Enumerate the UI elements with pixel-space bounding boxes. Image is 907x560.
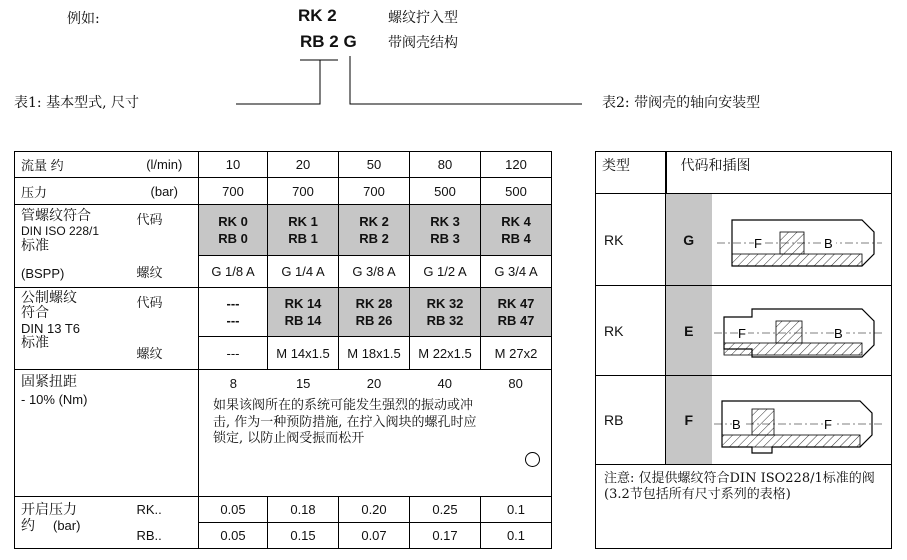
thread-label: 螺纹 bbox=[131, 337, 199, 370]
opening-rb-value: 0.1 bbox=[481, 523, 552, 549]
table2-note: 注意: 仅提供螺纹符合DIN ISO228/1标准的阀 (3.2节包括所有尺寸系列的表格) bbox=[596, 465, 892, 549]
pressure-unit: (bar) bbox=[131, 178, 199, 205]
opening-rb-value: 0.17 bbox=[410, 523, 481, 549]
table2-row-e bbox=[596, 286, 892, 376]
torque-value: 20 bbox=[366, 375, 382, 391]
code-label: 代码 bbox=[131, 205, 199, 256]
torque-cell bbox=[199, 370, 552, 497]
label-f: F bbox=[737, 326, 746, 341]
metric-code-cell: RK 28 RB 26 bbox=[339, 288, 410, 337]
metric-code-cell: RK 32 RB 32 bbox=[410, 288, 481, 337]
opening-rb-value: 0.15 bbox=[268, 523, 339, 549]
example-label: 例如: bbox=[67, 11, 100, 27]
metric-thread-value: M 27x2 bbox=[481, 337, 552, 370]
metric-code-cell: RK 14 RB 14 bbox=[268, 288, 339, 337]
flow-value: 20 bbox=[268, 152, 339, 178]
pipe-code-cell: RK 0 RB 0 bbox=[199, 205, 268, 256]
pressure-row bbox=[15, 178, 552, 205]
example-code-rk: RK 2 bbox=[298, 6, 337, 25]
metric-thread-value: M 22x1.5 bbox=[410, 337, 481, 370]
table2-row-g bbox=[596, 194, 892, 286]
label-f: F bbox=[753, 236, 762, 251]
pipe-thread-value: G 3/4 A bbox=[481, 256, 552, 288]
rk-label: RK.. bbox=[131, 497, 199, 523]
thread-label: 螺纹 bbox=[131, 256, 199, 288]
metric-code-row bbox=[15, 288, 552, 337]
code-cell: F bbox=[666, 376, 712, 465]
type-header: 类型 bbox=[596, 152, 666, 194]
rb-label: RB.. bbox=[131, 523, 199, 549]
torque-value: 15 bbox=[295, 375, 311, 391]
table2-note-row bbox=[596, 465, 892, 549]
pipe-thread-label: 管螺纹符合 DIN ISO 228/1 标准 (BSPP) bbox=[15, 205, 131, 288]
pipe-thread-value: G 1/4 A bbox=[268, 256, 339, 288]
code-header: 代码和插图 bbox=[666, 152, 892, 194]
drawing-cell bbox=[712, 194, 892, 286]
pressure-value: 700 bbox=[199, 178, 268, 205]
pressure-value: 700 bbox=[268, 178, 339, 205]
circle-icon bbox=[525, 452, 540, 467]
pipe-thread-value: G 1/8 A bbox=[199, 256, 268, 288]
example-desc-housing: 带阀壳结构 bbox=[388, 35, 458, 51]
opening-rk-value: 0.25 bbox=[410, 497, 481, 523]
torque-label: 固紧扭距 - 10% (Nm) bbox=[15, 370, 199, 497]
opening-rb-value: 0.05 bbox=[199, 523, 268, 549]
torque-value: 8 bbox=[229, 375, 238, 391]
axial-install-table bbox=[595, 151, 892, 549]
opening-rk-value: 0.18 bbox=[268, 497, 339, 523]
opening-rk-value: 0.20 bbox=[339, 497, 410, 523]
table2-title: 表2: 带阀壳的轴向安装型 bbox=[602, 95, 761, 111]
flow-label: 流量 约 bbox=[15, 152, 131, 178]
type-cell: RK bbox=[596, 286, 666, 376]
code-cell: G bbox=[666, 194, 712, 286]
label-b: B bbox=[731, 416, 741, 432]
metric-thread-value: M 14x1.5 bbox=[268, 337, 339, 370]
table2-header-row bbox=[596, 152, 892, 194]
drawing-cell bbox=[712, 286, 892, 376]
torque-note: 如果该阀所在的系统可能发生强烈的振动或冲击, 作为一种预防措施, 在拧入阀块的螺孔时应锁定, 以防止阀受振而松开 bbox=[213, 398, 477, 446]
torque-row bbox=[15, 370, 552, 497]
flow-value: 120 bbox=[481, 152, 552, 178]
metric-thread-value: M 18x1.5 bbox=[339, 337, 410, 370]
flow-row bbox=[15, 152, 552, 178]
label-b: B bbox=[823, 236, 833, 251]
code-cell: E bbox=[666, 286, 712, 376]
metric-code-cell: --- --- bbox=[199, 288, 268, 337]
torque-value: 80 bbox=[508, 375, 523, 391]
type-cell: RK bbox=[596, 194, 666, 286]
pipe-code-row bbox=[15, 205, 552, 256]
callout-lines bbox=[0, 0, 907, 140]
table1-title: 表1: 基本型式, 尺寸 bbox=[14, 95, 139, 111]
torque-values bbox=[199, 370, 551, 396]
valve-drawing-e bbox=[712, 289, 882, 369]
opening-rk-value: 0.05 bbox=[199, 497, 268, 523]
valve-drawing-f bbox=[712, 379, 882, 459]
flow-value: 10 bbox=[199, 152, 268, 178]
metric-code-cell: RK 47 RB 47 bbox=[481, 288, 552, 337]
code-label: 代码 bbox=[131, 288, 199, 337]
pipe-thread-value: G 3/8 A bbox=[339, 256, 410, 288]
pipe-code-cell: RK 1 RB 1 bbox=[268, 205, 339, 256]
example-code-rb: RB 2 G bbox=[300, 32, 357, 51]
metric-thread-value: --- bbox=[199, 337, 268, 370]
example-desc-screw-in: 螺纹拧入型 bbox=[388, 10, 458, 26]
pressure-value: 700 bbox=[339, 178, 410, 205]
label-b: B bbox=[833, 326, 843, 341]
pipe-code-cell: RK 2 RB 2 bbox=[339, 205, 410, 256]
flow-value: 50 bbox=[339, 152, 410, 178]
opening-rb-value: 0.07 bbox=[339, 523, 410, 549]
opening-rk-value: 0.1 bbox=[481, 497, 552, 523]
drawing-cell bbox=[712, 376, 892, 465]
opening-pressure-label: 开启压力 约 (bar) bbox=[15, 497, 131, 549]
pressure-value: 500 bbox=[481, 178, 552, 205]
pressure-value: 500 bbox=[410, 178, 481, 205]
metric-thread-label: 公制螺纹 符合 DIN 13 T6 标准 bbox=[15, 288, 131, 370]
pressure-label: 压力 bbox=[15, 178, 131, 205]
pipe-code-cell: RK 3 RB 3 bbox=[410, 205, 481, 256]
table2-row-f bbox=[596, 376, 892, 465]
basic-type-table bbox=[14, 151, 552, 549]
valve-drawing-g bbox=[712, 198, 882, 278]
flow-value: 80 bbox=[410, 152, 481, 178]
flow-unit: (l/min) bbox=[131, 152, 199, 178]
torque-value: 40 bbox=[437, 375, 453, 391]
opening-rk-row bbox=[15, 497, 552, 523]
pipe-code-cell: RK 4 RB 4 bbox=[481, 205, 552, 256]
label-f: F bbox=[823, 416, 832, 432]
pipe-thread-value: G 1/2 A bbox=[410, 256, 481, 288]
type-cell: RB bbox=[596, 376, 666, 465]
